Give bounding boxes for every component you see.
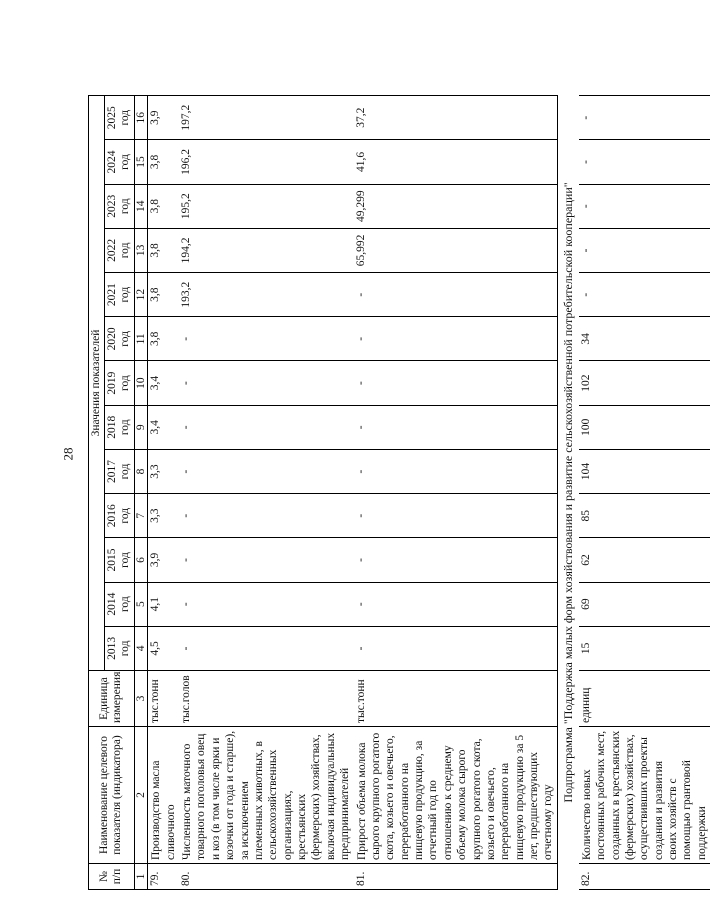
value-cell: 85 [579, 494, 710, 538]
table-row [179, 96, 354, 890]
indicator-name: Прирост объема молока сырого крупного рогатого скота, козьего и овечьего, переработанного на пищевую продукцию, за отчетный год по отношению к среднему объему молока сырого крупного рогатого скота, козьего и овечьего, переработанного на пищевую продукцию за 5 лет, предшествующих отчетному году [354, 727, 558, 864]
table-row [579, 96, 710, 890]
unit-cell: единиц [579, 671, 710, 727]
unit-cell: тыс.тонн [354, 671, 558, 727]
header-year: 2015 год [105, 538, 134, 582]
value-cell: - [354, 494, 558, 538]
row-number: 82. [579, 864, 710, 890]
column-index: 3 [134, 671, 148, 727]
index-row [134, 96, 148, 890]
value-cell: - [354, 538, 558, 582]
header-year: 2021 год [105, 273, 134, 317]
table-body-subprogram [579, 96, 710, 890]
header-year: 2013 год [105, 626, 134, 670]
value-cell: 65,992 [354, 228, 558, 272]
header-year: 2023 год [105, 184, 134, 228]
value-cell: 3,8 [148, 273, 179, 317]
value-cell: - [354, 361, 558, 405]
value-cell: 15 [579, 626, 710, 670]
value-cell: 104 [579, 449, 710, 493]
value-cell: - [179, 626, 354, 670]
column-index: 10 [134, 361, 148, 405]
value-cell: 3,8 [148, 228, 179, 272]
value-cell: 100 [579, 405, 710, 449]
value-cell: - [179, 317, 354, 361]
value-cell: - [354, 273, 558, 317]
indicator-name: Численность маточного товарного поголовья овец и коз (в том числе ярки и козочки от года и старше), за исключением племенных животных, в сельскохозяйственных организациях, крестьянских (фермерских) хозяйствах, включая индивидуальных предпринимателей [179, 727, 354, 864]
value-cell: - [179, 582, 354, 626]
value-cell: - [354, 626, 558, 670]
column-index: 2 [134, 727, 148, 864]
value-cell: 49,299 [354, 184, 558, 228]
table-body-main [148, 96, 558, 890]
indicator-name: Количество новых постоянных рабочих мест, созданных в крестьянских (фермерских) хозяйствах, осуществивших проекты создания и развития своих хозяйств с помощью грантовой поддержки [579, 727, 710, 864]
value-cell: - [579, 96, 710, 140]
value-cell: 197,2 [179, 96, 354, 140]
table-row [148, 96, 179, 890]
header-year: 2024 год [105, 140, 134, 184]
value-cell: - [179, 494, 354, 538]
value-cell: - [354, 317, 558, 361]
header-year: 2017 год [105, 449, 134, 493]
column-index: 9 [134, 405, 148, 449]
header-year: 2020 год [105, 317, 134, 361]
column-index: 13 [134, 228, 148, 272]
value-cell: - [179, 405, 354, 449]
column-index: 6 [134, 538, 148, 582]
column-index: 1 [134, 864, 148, 890]
value-cell: 4,5 [148, 626, 179, 670]
value-cell: 3,9 [148, 96, 179, 140]
value-cell: 102 [579, 361, 710, 405]
table-row [354, 96, 558, 890]
header-name: Наименование целевого показателя (индикатора) [89, 727, 135, 864]
header-year: 2019 год [105, 361, 134, 405]
value-cell: - [579, 273, 710, 317]
column-index: 14 [134, 184, 148, 228]
value-cell: - [354, 405, 558, 449]
column-index: 16 [134, 96, 148, 140]
page-number: 28 [60, 447, 76, 461]
value-cell: 3,8 [148, 140, 179, 184]
unit-cell: тыс.тонн [148, 671, 179, 727]
value-cell: - [354, 449, 558, 493]
value-cell: - [579, 184, 710, 228]
value-cell: 3,3 [148, 449, 179, 493]
value-cell: 193,2 [179, 273, 354, 317]
header-unit: Единица измерения [89, 671, 135, 727]
value-cell: 194,2 [179, 228, 354, 272]
row-number: 81. [354, 864, 558, 890]
header-no: № п/п [89, 864, 135, 890]
indicators-table [88, 95, 710, 890]
header-year: 2018 год [105, 405, 134, 449]
value-cell: 3,4 [148, 361, 179, 405]
value-cell: 4,1 [148, 582, 179, 626]
column-index: 7 [134, 494, 148, 538]
value-cell: 196,2 [179, 140, 354, 184]
column-index: 5 [134, 582, 148, 626]
header-year: 2022 год [105, 228, 134, 272]
value-cell: - [579, 228, 710, 272]
value-cell: 3,4 [148, 405, 179, 449]
header-values: Значения показателей [89, 96, 105, 671]
value-cell: 69 [579, 582, 710, 626]
value-cell: - [579, 140, 710, 184]
value-cell: - [179, 538, 354, 582]
value-cell: 3,9 [148, 538, 179, 582]
indicator-name: Производство масла сливочного [148, 727, 179, 864]
subprogram-title: Подпрограмма "Поддержка малых форм хозяйствования и развитие сельскохозяйственной потребительской кооперации" [557, 96, 579, 890]
value-cell: 3,3 [148, 494, 179, 538]
header-year: 2016 год [105, 494, 134, 538]
value-cell: - [179, 449, 354, 493]
value-cell: 62 [579, 538, 710, 582]
column-index: 11 [134, 317, 148, 361]
header-year: 2025 год [105, 96, 134, 140]
value-cell: 195,2 [179, 184, 354, 228]
column-index: 4 [134, 626, 148, 670]
value-cell: - [179, 361, 354, 405]
value-cell: 3,8 [148, 184, 179, 228]
value-cell: 37,2 [354, 96, 558, 140]
column-index: 12 [134, 273, 148, 317]
header-year: 2014 год [105, 582, 134, 626]
row-number: 79. [148, 864, 179, 890]
column-index: 8 [134, 449, 148, 493]
value-cell: - [354, 582, 558, 626]
value-cell: 3,8 [148, 317, 179, 361]
value-cell: 41,6 [354, 140, 558, 184]
row-number: 80. [179, 864, 354, 890]
unit-cell: тыс.голов [179, 671, 354, 727]
value-cell: 34 [579, 317, 710, 361]
rotated-page-content [88, 95, 708, 890]
column-index: 15 [134, 140, 148, 184]
